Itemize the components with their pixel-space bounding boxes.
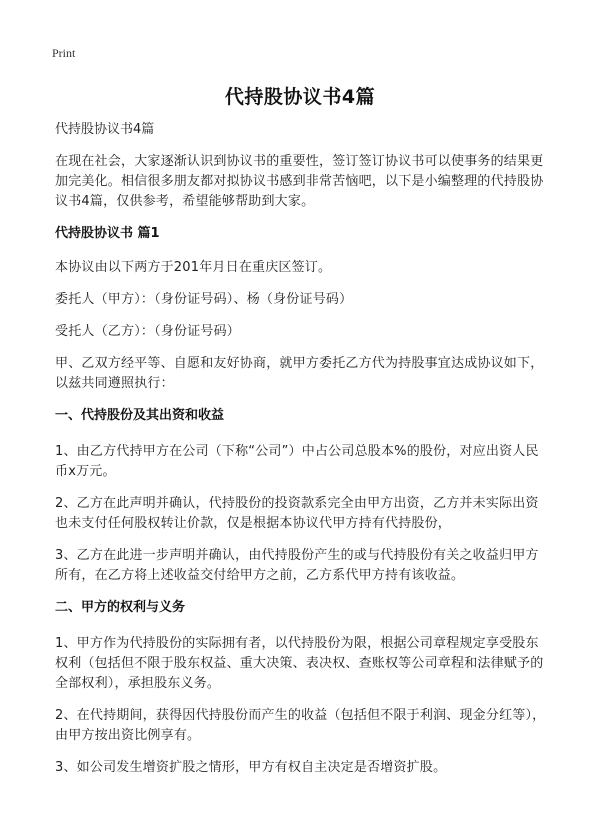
document-subtitle: 代持股协议书4篇 [55, 122, 155, 137]
principal-paragraph: 委托人（甲方）：（身份证号码）、杨（身份证号码） [55, 292, 353, 307]
clause-paragraph: 3、如公司发生增资扩股之情形，甲方有权自主决定是否增资扩股。 [55, 760, 447, 775]
print-link[interactable]: Print [52, 46, 76, 60]
clause-paragraph: 2、在代持期间，获得因代持股份而产生的收益（包括但不限于利润、现金分红等），由甲方按出资比例享有。 [55, 708, 546, 743]
clause-paragraph: 1、由乙方代持甲方在公司（下称“公司”）中占公司总股本%的股份，对应出资人民币x万元。 [55, 444, 539, 479]
agreement-paragraph: 甲、乙双方经平等、自愿和友好协商，就甲方委托乙方代为持股事宜达成协议如下，以兹共同遵照执行： [55, 356, 544, 391]
trustee-paragraph: 受托人（乙方）：（身份证号码） [55, 324, 241, 339]
document-title: 代持股协议书4篇 [224, 86, 376, 108]
document-body [55, 120, 550, 790]
chapter-heading: 代持股协议书 篇1 [55, 226, 160, 241]
clause-paragraph: 3、乙方在此进一步声明并确认，由代持股份产生的或与代持股份有关之收益归甲方所有，在乙方将上述收益交付给甲方之前，乙方系代甲方持有该收益。 [55, 548, 539, 583]
intro-paragraph: 在现在社会，大家逐渐认识到协议书的重要性，签订签订协议书可以使事务的结果更加完美化。相信很多朋友都对拟协议书感到非常苦恼吧，以下是小编整理的代持股协议书4篇，仅供参考，希望能够帮助到大家。 [55, 154, 544, 209]
section-heading: 二、甲方的权利与义务 [55, 600, 186, 615]
clause-paragraph: 2、乙方在此声明并确认，代持股份的投资款系完全由甲方出资，乙方并未实际出资也未支付任何股权转让价款，仅是根据本协议代甲方持有代持股份， [55, 496, 539, 531]
clause-paragraph: 1、甲方作为代持股份的实际拥有者，以代持股份为限，根据公司章程规定享受股东权利（包括但不限于股东权益、重大决策、表决权、查账权等公司章程和法律赋予的全部权利），承担股东义务。 [55, 636, 544, 691]
section-heading: 一、代持股份及其出资和收益 [55, 408, 225, 423]
signing-paragraph: 本协议由以下两方于201年月日在重庆区签订。 [55, 260, 332, 275]
